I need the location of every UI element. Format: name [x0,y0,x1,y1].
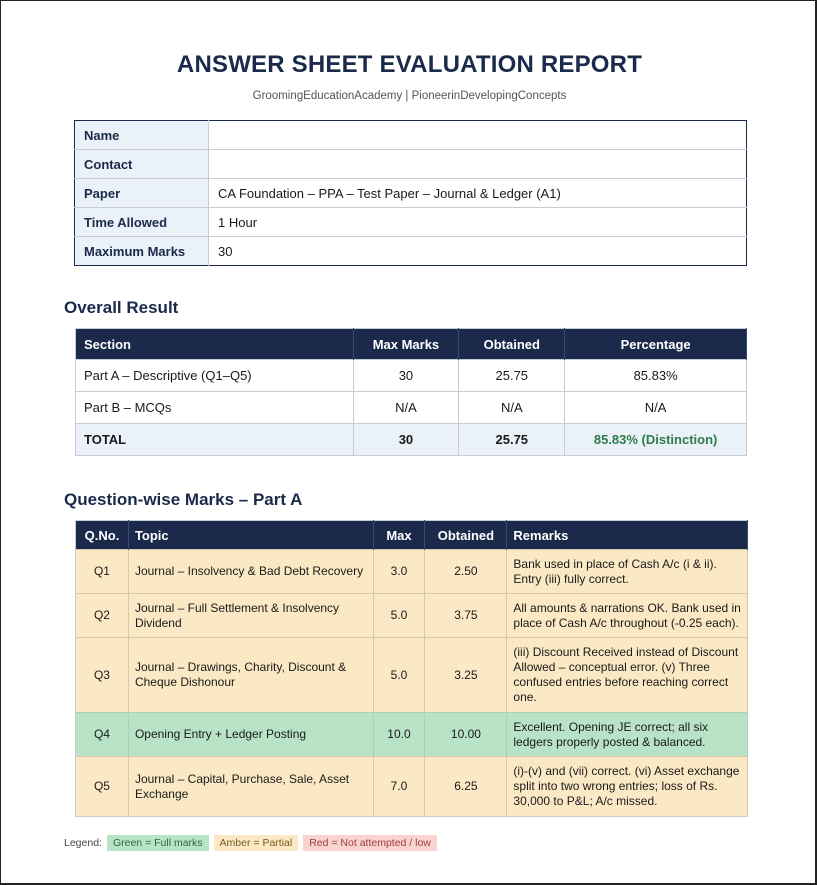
topic-cell: Journal – Full Settlement & Insolvency Dividend [128,594,373,638]
remarks-cell: (i)-(v) and (vii) correct. (vi) Asset exchange split into two wrong entries; loss of Rs. 30,000 to P&L; A/c missed. [507,757,748,817]
column-header: Q.No. [76,521,129,550]
info-label: Maximum Marks [75,237,209,266]
remarks-cell: (iii) Discount Received instead of Discount Allowed – conceptual error. (v) Three confused entries before reaching correct one. [507,638,748,713]
info-row-paper [75,179,747,208]
max-cell: 7.0 [373,757,425,817]
column-header: Section [76,329,354,360]
qno-cell: Q4 [76,713,129,757]
table-row [76,360,747,392]
info-value: 1 Hour [209,208,747,237]
column-header: Max Marks [353,329,459,360]
info-row-name [75,121,747,150]
max-marks-cell: 30 [353,424,459,456]
max-cell: 5.0 [373,594,425,638]
candidate-info-table [74,120,747,266]
max-marks-cell: N/A [353,392,459,424]
section-cell: TOTAL [76,424,354,456]
info-label: Contact [75,150,209,179]
page-subtitle: GroomingEducationAcademy | PioneerinDevelopingConcepts [252,90,567,102]
info-value: CA Foundation – PPA – Test Paper – Journal & Ledger (A1) [209,179,747,208]
percentage-cell: N/A [565,392,747,424]
qno-cell: Q2 [76,594,129,638]
overall-result-heading: Overall Result [64,298,179,317]
obtained-cell: 10.00 [425,713,507,757]
page-title: ANSWER SHEET EVALUATION REPORT [176,51,643,78]
total-row [76,424,747,456]
info-row-max-marks [75,237,747,266]
question-row [76,550,748,594]
percentage-cell: 85.83% [565,360,747,392]
legend-partial: Amber = Partial [214,835,299,851]
section-cell: Part A – Descriptive (Q1–Q5) [76,360,354,392]
obtained-cell: 2.50 [425,550,507,594]
topic-cell: Journal – Capital, Purchase, Sale, Asset Exchange [128,757,373,817]
question-row [76,638,748,713]
column-header: Percentage [565,329,747,360]
question-row [76,594,748,638]
remarks-cell: All amounts & narrations OK. Bank used in place of Cash A/c throughout (-0.25 each). [507,594,748,638]
legend [64,835,437,851]
remarks-cell: Excellent. Opening JE correct; all six ledgers properly posted & balanced. [507,713,748,757]
section-cell: Part B – MCQs [76,392,354,424]
remarks-cell: Bank used in place of Cash A/c (i & ii). Entry (iii) fully correct. [507,550,748,594]
obtained-cell: N/A [459,392,565,424]
obtained-cell: 25.75 [459,424,565,456]
max-marks-cell: 30 [353,360,459,392]
info-value [209,150,747,179]
qno-cell: Q5 [76,757,129,817]
column-header: Topic [128,521,373,550]
obtained-cell: 3.25 [425,638,507,713]
obtained-cell: 3.75 [425,594,507,638]
column-header: Remarks [507,521,748,550]
table-header-row [76,329,747,360]
question-row [76,713,748,757]
max-cell: 5.0 [373,638,425,713]
legend-full-marks: Green = Full marks [107,835,209,851]
qno-cell: Q1 [76,550,129,594]
legend-low: Red = Not attempted / low [303,835,437,851]
table-row [76,392,747,424]
column-header: Obtained [425,521,507,550]
question-row [76,757,748,817]
percentage-cell: 85.83% (Distinction) [565,424,747,456]
info-label: Time Allowed [75,208,209,237]
info-value [209,121,747,150]
topic-cell: Journal – Drawings, Charity, Discount & Cheque Dishonour [128,638,373,713]
legend-label: Legend: [64,837,102,849]
info-label: Paper [75,179,209,208]
column-header: Obtained [459,329,565,360]
topic-cell: Journal – Insolvency & Bad Debt Recovery [128,550,373,594]
topic-cell: Opening Entry + Ledger Posting [128,713,373,757]
max-cell: 10.0 [373,713,425,757]
question-marks-table [75,520,748,817]
info-label: Name [75,121,209,150]
qno-cell: Q3 [76,638,129,713]
info-row-time [75,208,747,237]
info-row-contact [75,150,747,179]
obtained-cell: 6.25 [425,757,507,817]
table-header-row [76,521,748,550]
max-cell: 3.0 [373,550,425,594]
info-value: 30 [218,243,233,259]
question-wise-heading: Question-wise Marks – Part A [64,490,303,509]
obtained-cell: 25.75 [459,360,565,392]
column-header: Max [373,521,425,550]
overall-result-table [75,328,747,456]
